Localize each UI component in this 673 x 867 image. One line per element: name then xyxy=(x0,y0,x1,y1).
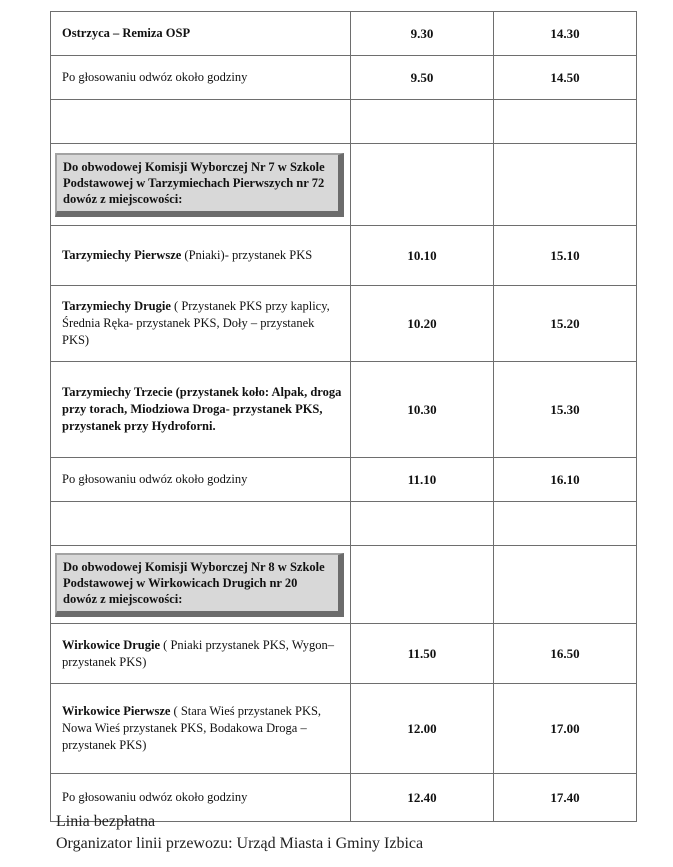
stop-row xyxy=(51,362,637,458)
afternoon-time: 16.50 xyxy=(494,624,637,684)
return-label: Po głosowaniu odwóz około godziny xyxy=(62,790,248,804)
afternoon-time xyxy=(494,100,637,144)
village-name: Wirkowice Drugie xyxy=(62,637,161,652)
commission-heading: Do obwodowej Komisji Wyborczej Nr 8 w Szkole Podstawowej w Wirkowicach Drugich nr 20 dowóz z miejscowości: xyxy=(55,553,344,617)
stop-details: ( Stara Wieś przystanek PKS, Nowa Wieś przystanek PKS, Bodakowa Droga – przystanek PKS) xyxy=(62,704,322,752)
place-cell xyxy=(51,502,351,546)
afternoon-time xyxy=(494,546,637,624)
footer-organizer: Organizator linii przewozu: Urząd Miasta i Gminy Izbica xyxy=(56,835,424,852)
stop-row xyxy=(51,624,637,684)
morning-time xyxy=(351,502,494,546)
morning-time xyxy=(351,100,494,144)
afternoon-time xyxy=(494,144,637,226)
schedule-body xyxy=(51,12,637,822)
afternoon-time: 15.20 xyxy=(494,286,637,362)
morning-time: 10.10 xyxy=(351,226,494,286)
place-cell xyxy=(51,684,351,774)
return-label: Po głosowaniu odwóz około godziny xyxy=(62,70,248,84)
place-cell xyxy=(51,624,351,684)
stop-row xyxy=(51,684,637,774)
stop-details: ( Pniaki przystanek PKS, Wygon– przystanek PKS) xyxy=(62,637,335,669)
place-cell xyxy=(51,546,351,624)
morning-time: 12.00 xyxy=(351,684,494,774)
spacer-row xyxy=(51,100,637,144)
place-cell xyxy=(51,458,351,502)
afternoon-time: 14.50 xyxy=(494,56,637,100)
bus-schedule-table xyxy=(50,11,637,822)
return-row xyxy=(51,458,637,502)
stop-row xyxy=(51,226,637,286)
morning-time: 11.10 xyxy=(351,458,494,502)
morning-time: 12.40 xyxy=(351,774,494,822)
place-cell xyxy=(51,12,351,56)
place-cell xyxy=(51,362,351,458)
commission-header-row xyxy=(51,546,637,624)
morning-time: 9.30 xyxy=(351,12,494,56)
afternoon-time: 16.10 xyxy=(494,458,637,502)
morning-time xyxy=(351,546,494,624)
place-cell xyxy=(51,286,351,362)
footer-free-line: Linia bezpłatna xyxy=(56,813,156,830)
morning-time: 10.30 xyxy=(351,362,494,458)
morning-time: 10.20 xyxy=(351,286,494,362)
morning-time: 11.50 xyxy=(351,624,494,684)
afternoon-time: 17.00 xyxy=(494,684,637,774)
afternoon-time: 17.40 xyxy=(494,774,637,822)
village-name: Tarzymiechy Trzecie (przystanek koło: Alpak, droga przy torach, Miodziowa Droga- przystanek PKS, przystanek przy Hydroforni. xyxy=(62,385,342,433)
spacer-row xyxy=(51,502,637,546)
afternoon-time xyxy=(494,502,637,546)
village-name: Wirkowice Pierwsze xyxy=(62,704,171,718)
place-cell xyxy=(51,144,351,226)
place-cell xyxy=(51,226,351,286)
return-row xyxy=(51,56,637,100)
place-cell xyxy=(51,56,351,100)
village-name: Ostrzyca – Remiza OSP xyxy=(62,26,191,40)
afternoon-time: 15.30 xyxy=(494,362,637,458)
stop-details: (Pniaki)- przystanek PKS xyxy=(181,248,313,262)
afternoon-time: 14.30 xyxy=(494,12,637,56)
stop-details: ( Przystanek PKS przy kaplicy, Średnia Ręka- przystanek PKS, Doły – przystanek PKS) xyxy=(62,299,330,347)
return-label: Po głosowaniu odwóz około godziny xyxy=(62,472,248,486)
afternoon-time: 15.10 xyxy=(494,226,637,286)
commission-heading: Do obwodowej Komisji Wyborczej Nr 7 w Szkole Podstawowej w Tarzymiechach Pierwszych nr 72 dowóz z miejscowości: xyxy=(55,153,344,217)
village-name: Tarzymiechy Drugie xyxy=(62,299,171,313)
commission-header-row xyxy=(51,144,637,226)
place-cell xyxy=(51,100,351,144)
stop-row xyxy=(51,286,637,362)
village-name: Tarzymiechy Pierwsze xyxy=(62,248,182,262)
stop-row xyxy=(51,12,637,56)
morning-time: 9.50 xyxy=(351,56,494,100)
morning-time xyxy=(351,144,494,226)
